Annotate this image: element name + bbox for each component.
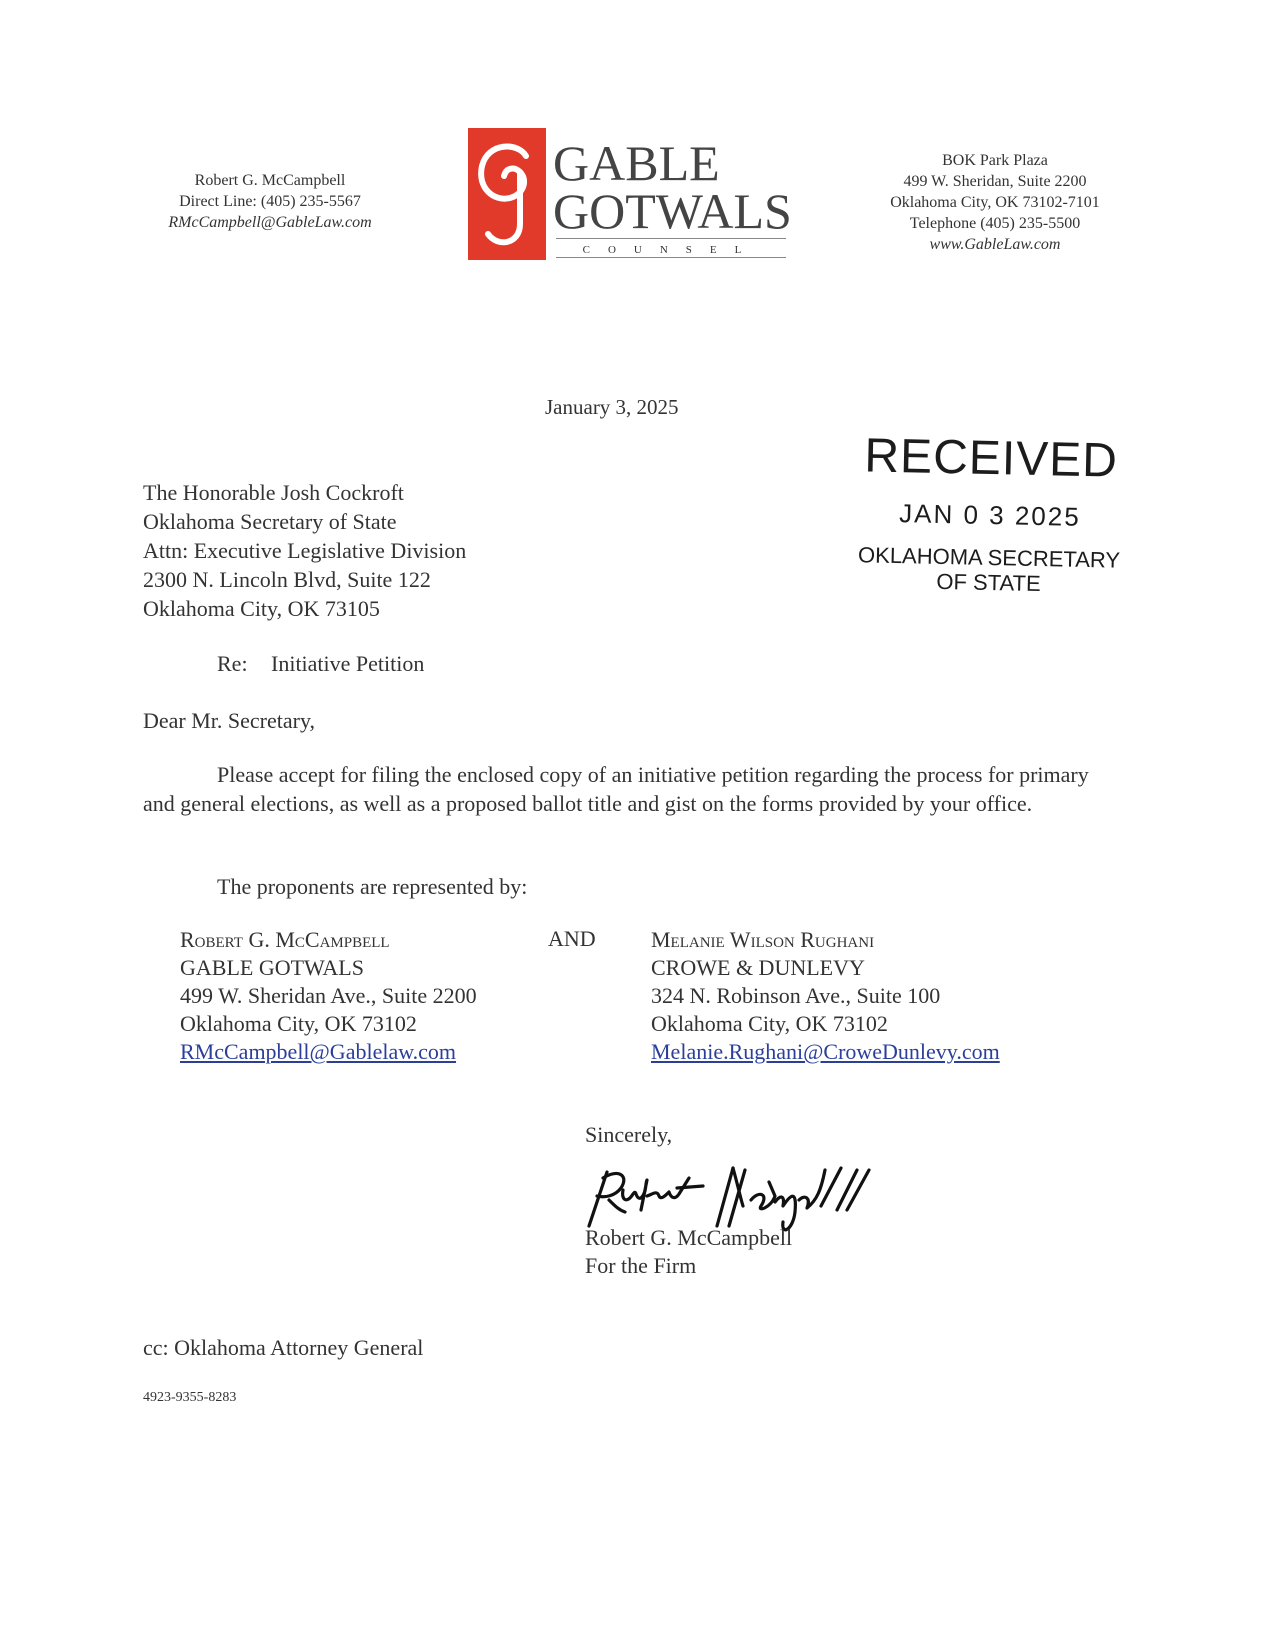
rep-email-link[interactable]: Melanie.Rughani@CroweDunlevy.com	[651, 1039, 1000, 1064]
valediction: Sincerely,	[585, 1122, 673, 1147]
signer-block	[585, 1224, 792, 1280]
representative-block-1	[180, 926, 477, 1066]
signer-name: Robert G. McCampbell	[585, 1225, 793, 1250]
recipient-line: The Honorable Josh Cockroft	[143, 480, 404, 505]
recipient-line: 2300 N. Lincoln Blvd, Suite 122	[143, 567, 431, 592]
rep-street: 499 W. Sheridan Ave., Suite 2200	[180, 983, 477, 1008]
cc-line: cc: Oklahoma Attorney General	[143, 1335, 424, 1360]
rep-city: Oklahoma City, OK 73102	[180, 1011, 417, 1036]
logo-g-icon	[468, 128, 546, 260]
rep-email-link[interactable]: RMcCampbell@Gablelaw.com	[180, 1039, 457, 1064]
rep-street: 324 N. Robinson Ave., Suite 100	[651, 983, 941, 1008]
subject-line	[217, 651, 424, 677]
building-name: BOK Park Plaza	[942, 152, 1048, 169]
rep-name: Robert G. McCampbell	[180, 927, 390, 952]
direct-line: Direct Line: (405) 235-5567	[179, 193, 361, 210]
firm-website: www.GableLaw.com	[929, 236, 1061, 253]
attorney-email: RMcCampbell@GableLaw.com	[168, 214, 372, 231]
rep-name: Melanie Wilson Rughani	[651, 927, 875, 952]
firm-phone: Telephone (405) 235-5500	[909, 215, 1081, 232]
conjunction: AND	[548, 926, 596, 951]
representative-block-2	[651, 926, 1000, 1066]
logo-mark	[468, 128, 546, 260]
salutation: Dear Mr. Secretary,	[143, 708, 316, 733]
firm-street: 499 W. Sheridan, Suite 2200	[903, 173, 1087, 190]
logo-tagline: COUNSEL	[556, 238, 786, 258]
subject-text: Initiative Petition	[271, 651, 425, 676]
logo-word-gotwals: GOTWALS	[553, 183, 792, 239]
stamp-title: RECEIVED	[863, 429, 1119, 488]
firm-logo	[468, 128, 798, 261]
rep-firm: CROWE & DUNLEVY	[651, 955, 865, 980]
rep-city: Oklahoma City, OK 73102	[651, 1011, 888, 1036]
stamp-office-line1: OKLAHOMA SECRETARY	[857, 542, 1121, 573]
recipient-address	[143, 478, 466, 623]
letterhead-contact-left	[130, 170, 410, 233]
recipient-line: Attn: Executive Legislative Division	[143, 538, 467, 563]
received-stamp	[828, 429, 1151, 599]
recipient-line: Oklahoma City, OK 73105	[143, 596, 380, 621]
stamp-office-line2: OF STATE	[936, 568, 1041, 597]
document-number: 4923-9355-8283	[143, 1390, 237, 1405]
logo-word-gable: GABLE	[553, 135, 720, 191]
attorney-name: Robert G. McCampbell	[194, 172, 346, 189]
stamp-office	[828, 542, 1149, 599]
recipient-line: Oklahoma Secretary of State	[143, 509, 397, 534]
proponents-intro: The proponents are represented by:	[217, 874, 528, 899]
subject-label: Re:	[217, 651, 248, 676]
letterhead-contact-right	[850, 150, 1140, 255]
body-paragraph: Please accept for filing the enclosed copy of an initiative petition regarding the process for primary and general elections, as well as a proposed ballot title and gist on the forms provided by your office.	[143, 762, 1089, 816]
letter-date: January 3, 2025	[545, 395, 679, 419]
stamp-date: JAN 0 3 2025	[898, 498, 1082, 532]
firm-city: Oklahoma City, OK 73102-7101	[890, 194, 1100, 211]
rep-firm: GABLE GOTWALS	[180, 955, 364, 980]
signer-title: For the Firm	[585, 1253, 697, 1278]
